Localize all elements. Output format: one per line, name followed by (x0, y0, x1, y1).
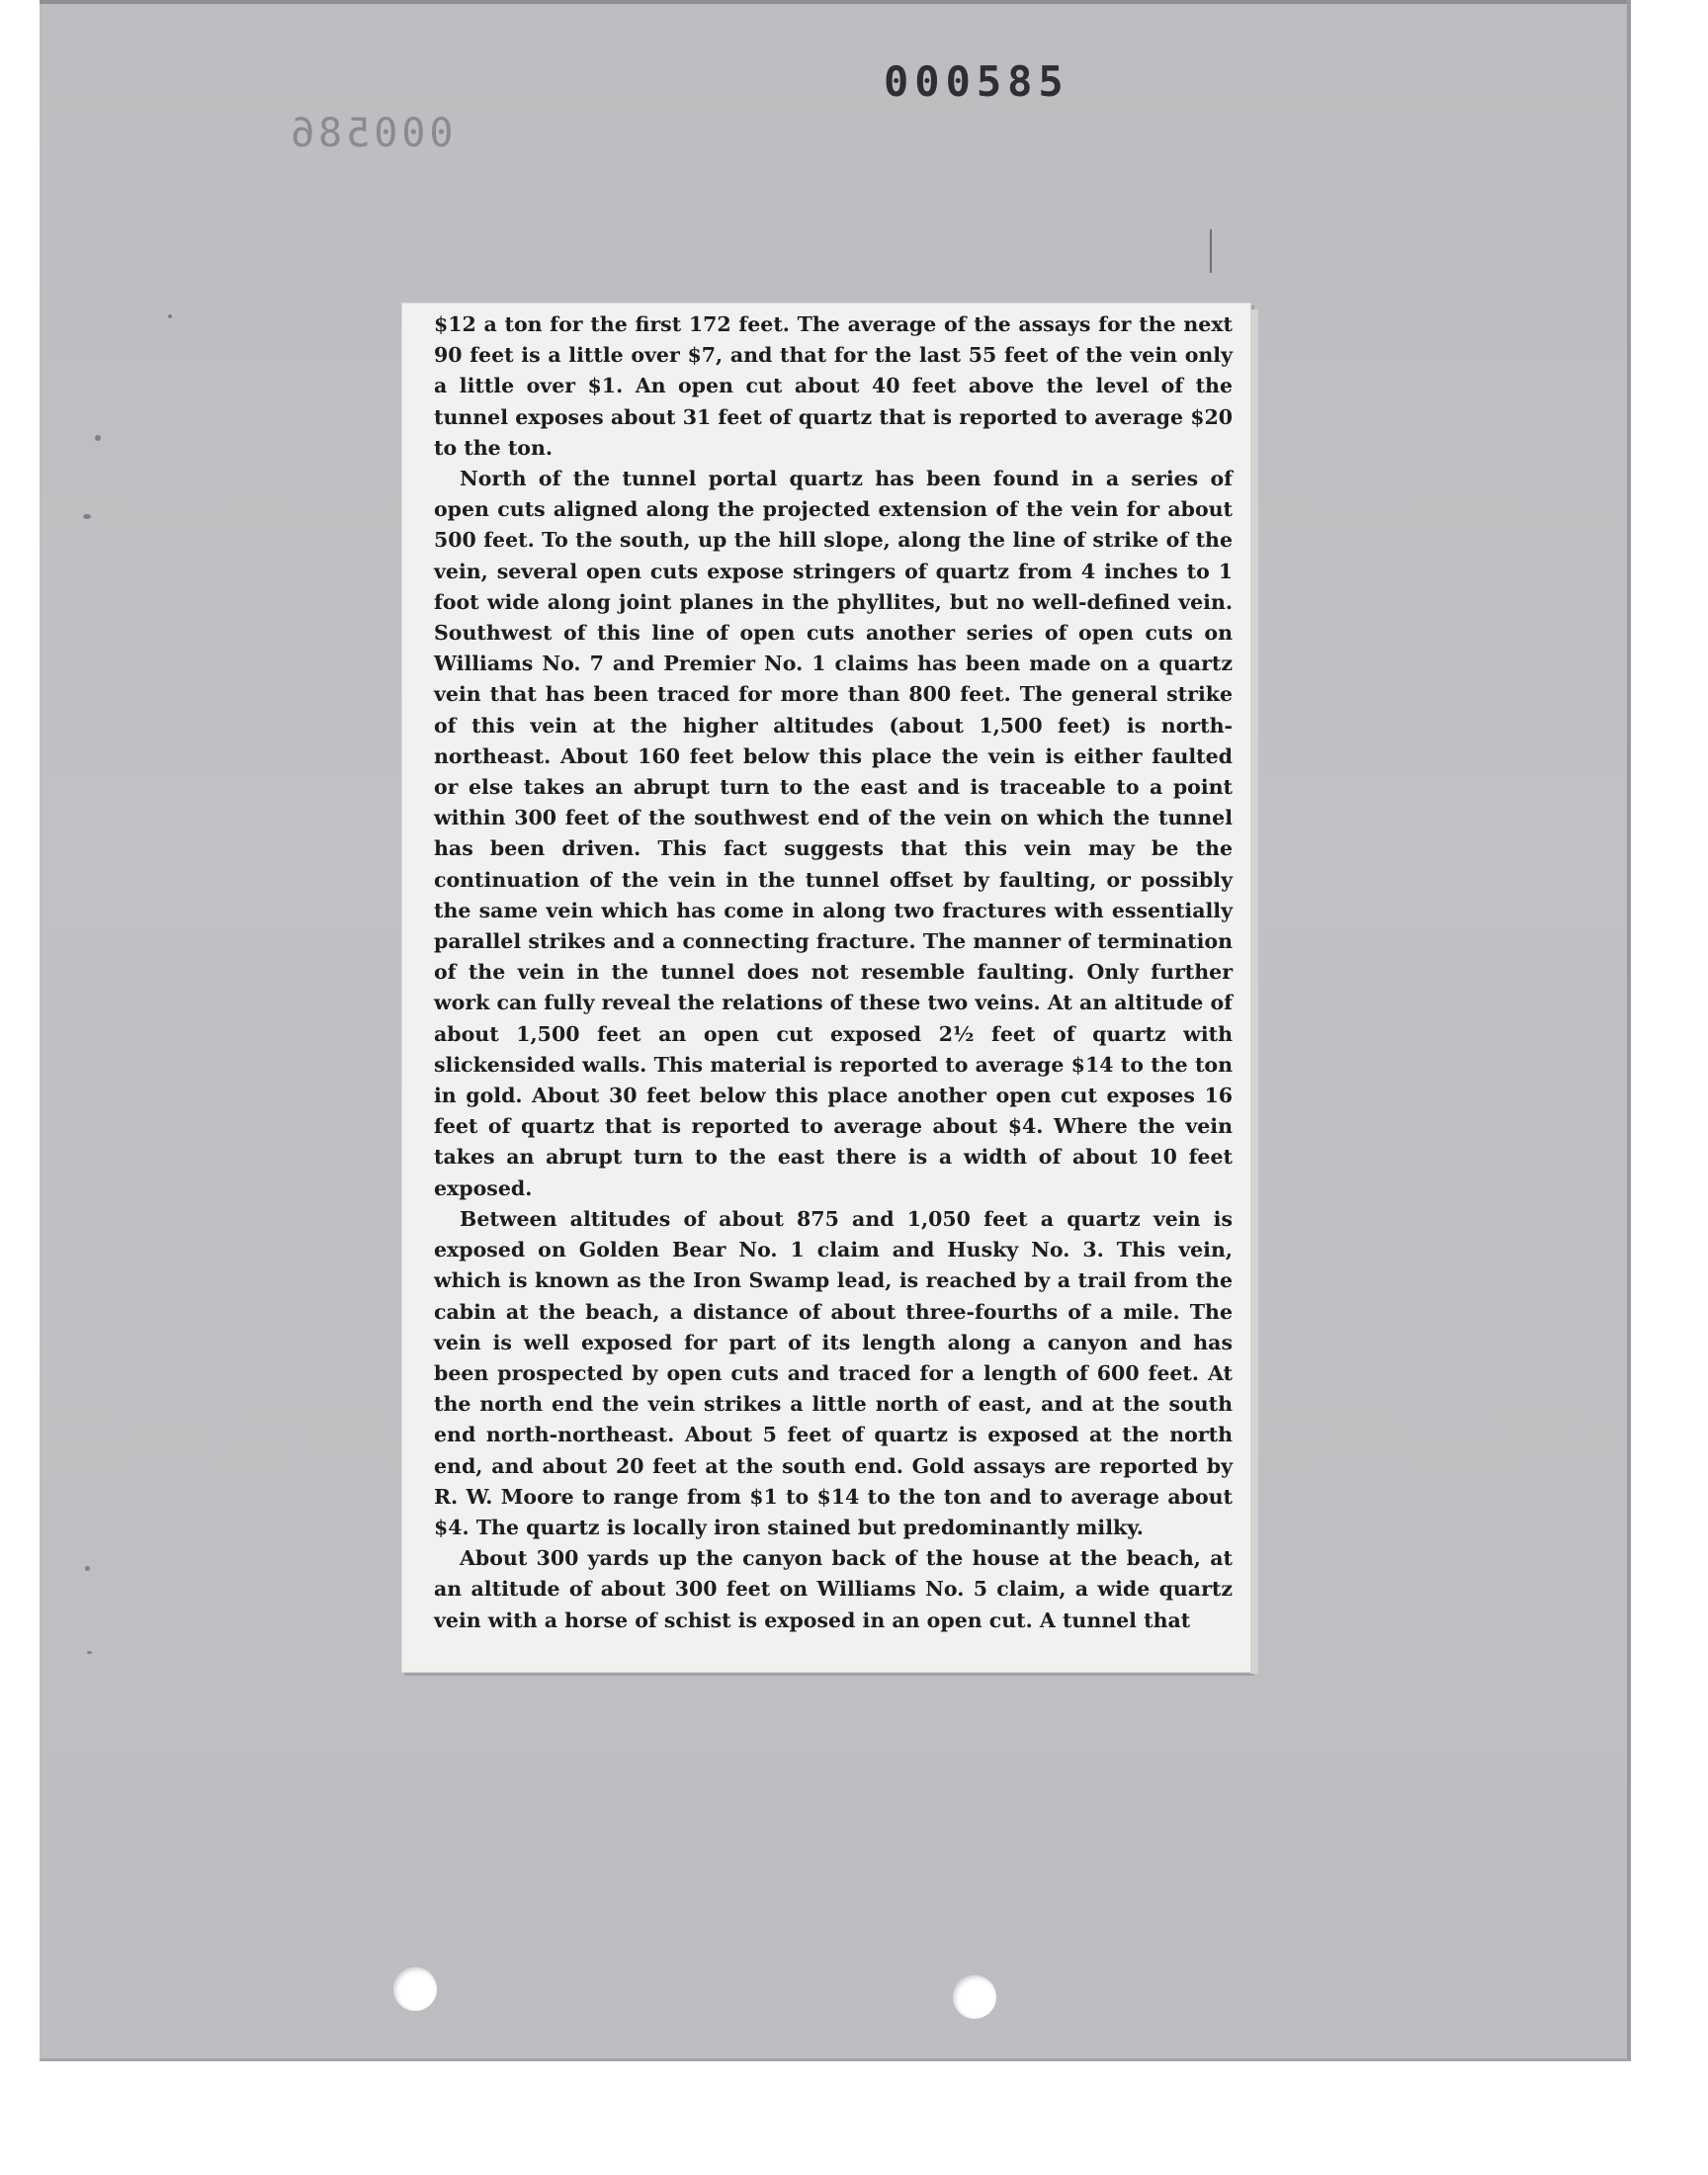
clipping-text-body (434, 309, 1233, 1636)
scan-background-sheet (40, 0, 1631, 2061)
paragraph: Between altitudes of about 875 and 1,050 feet a quartz vein is exposed on Golden Bear No. 1 claim and Husky No. 3. This vein, which is known as the Iron Swamp lead, is reached by a trail from the cabin at the beach, a distance of about three-fourths of a mile. The vein is well exposed for part of its length along a canyon and has been prospected by open cuts and traced for a length of 600 feet. At the north end the vein strikes a little north of east, and at the south end north-northeast. About 5 feet of quartz is exposed at the north end, and about 20 feet at the south end. Gold assays are reported by R. W. Moore to range from $1 to $14 to the ton and to average about $4. The quartz is locally iron stained but predominantly milky. (434, 1206, 1233, 1539)
bleed-through-stamp-number: 000586 (287, 111, 454, 156)
paragraph: $12 a ton for the first 172 feet. The average of the assays for the next 90 feet is a little over $7, and that for the last 55 feet of the vein only a little over $1. An open cut about 40 feet above the level of the tunnel exposes about 31 feet of quartz that is reported to average $20 to the ton. (434, 312, 1233, 460)
dust-speck (168, 314, 172, 318)
document-stamp-number: 000585 (884, 57, 1069, 106)
sheet-top-edge (40, 0, 1627, 4)
binder-punch-hole (953, 1975, 996, 2019)
clipping-shadow-edge (1250, 309, 1258, 1674)
paragraph: About 300 yards up the canyon back of the house at the beach, at an altitude of about 300 feet on Williams No. 5 claim, a wide quartz vein with a horse of schist is exposed in an open cut. A tunnel that (434, 1546, 1233, 1632)
dust-speck (87, 1651, 92, 1654)
binder-punch-hole (393, 1967, 437, 2011)
dust-speck (85, 1566, 90, 1571)
paragraph: North of the tunnel portal quartz has been found in a series of open cuts aligned along the projected extension of the vein for about 500 feet. To the south, up the hill slope, along the line of strike of the vein, several open cuts expose stringers of quartz from 4 inches to 1 foot wide along joint planes in the phyllites, but no well-defined vein. Southwest of this line of open cuts another series of open cuts on Williams No. 7 and Premier No. 1 claims has been made on a quartz vein that has been traced for more than 800 feet. The general strike of this vein at the higher altitudes (about 1,500 feet) is north-northeast. About 160 feet below this place the vein is either faulted or else takes an abrupt turn to the east and is traceable to a point within 300 feet of the southwest end of the vein on which the tunnel has been driven. This fact suggests that this vein may be the continuation of the vein in the tunnel offset by faulting, or possibly the same vein which has come in along two fractures with essentially parallel strikes and a connecting fracture. The manner of termination of the vein in the tunnel does not resemble faulting. Only further work can fully reveal the relations of these two veins. At an altitude of about 1,500 feet an open cut exposed 2½ feet of quartz with slickensided walls. This material is reported to average $14 to the ton in gold. About 30 feet below this place another open cut exposes 16 feet of quartz that is reported to average about $4. Where the vein takes an abrupt turn to the east there is a width of about 10 feet exposed. (434, 467, 1233, 1200)
margin-tick-mark (1210, 229, 1212, 273)
dust-speck (95, 435, 101, 441)
dust-speck (83, 514, 91, 519)
text-clipping (401, 303, 1251, 1673)
